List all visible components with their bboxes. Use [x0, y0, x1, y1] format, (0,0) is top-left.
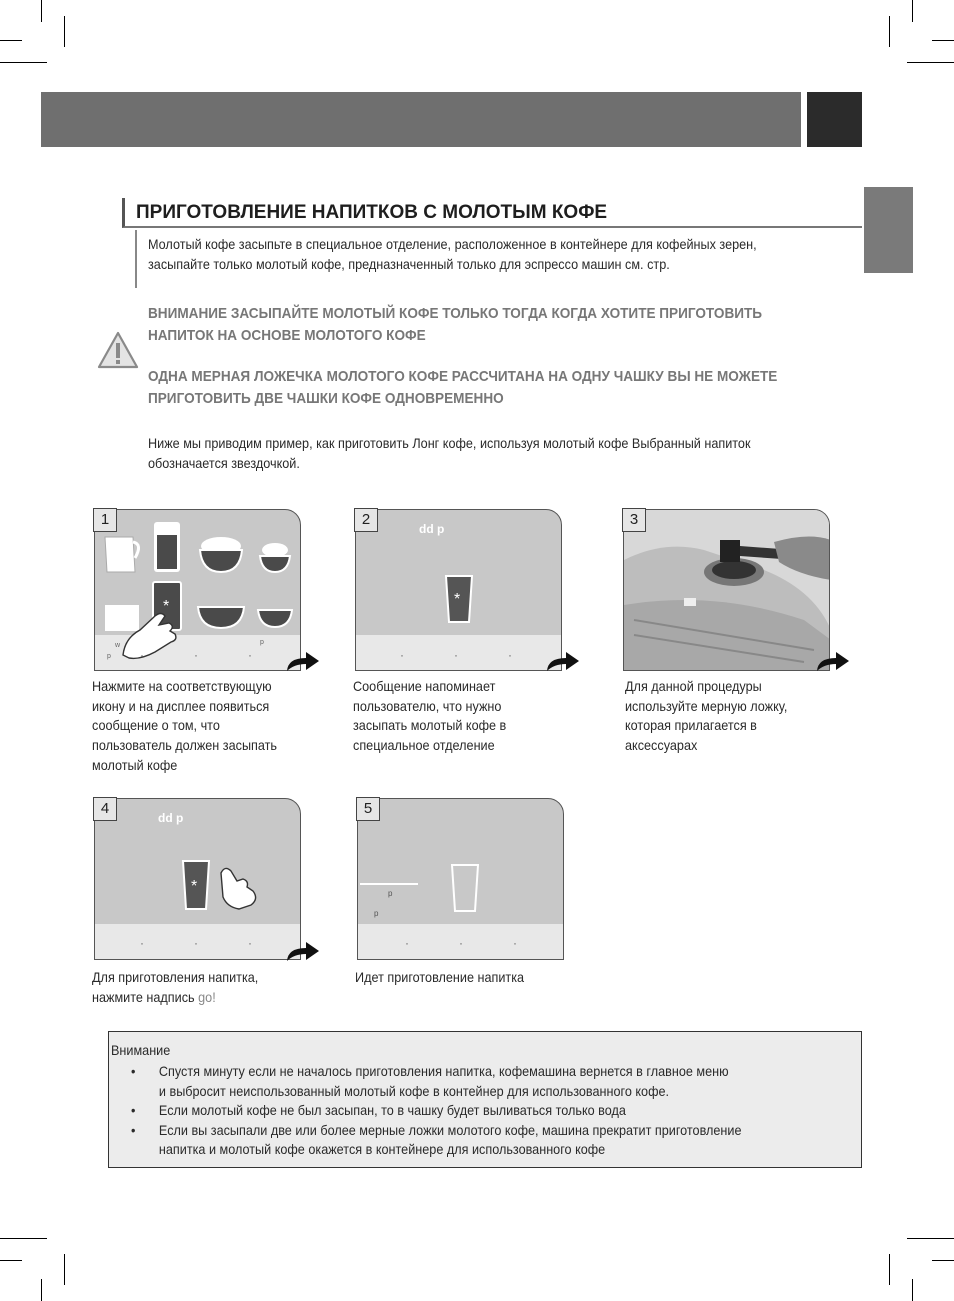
caption-line: засыпать молотый кофе в [353, 718, 507, 734]
step-2-screen [355, 509, 562, 671]
caption-line: молотый кофе [92, 757, 178, 773]
list-item-line: напитка и молотый кофе окажется в контейнере для использованного кофе [158, 1142, 606, 1158]
caption-line: пользователь должен засыпать [92, 738, 278, 754]
crop-mark [932, 1260, 954, 1261]
warning-line: ОДНА МЕРНАЯ ЛОЖЕЧКА МОЛОТОГО КОФЕ РАССЧИТАНА НА ОДНУ ЧАШКУ ВЫ НЕ МОЖЕТЕ [148, 369, 778, 385]
intro-rule [135, 230, 137, 288]
caption-line: Для данной процедуры [625, 679, 762, 694]
caption-line: Сообщение напоминает [353, 679, 496, 694]
crop-mark [64, 1254, 65, 1285]
bullet: • [131, 1122, 136, 1138]
step-3-number: 3 [622, 508, 646, 532]
caption-line: икону и на дисплее появиться [92, 698, 270, 714]
crop-mark [0, 1238, 47, 1239]
cup-with-hand-icon [181, 857, 261, 917]
next-arrow-icon [546, 650, 580, 672]
empty-cup-icon [450, 863, 480, 913]
screen-label: p [374, 909, 379, 918]
next-arrow-icon [816, 650, 850, 672]
progress-bar [360, 883, 418, 885]
list-item [131, 1121, 847, 1160]
warning-2 [148, 366, 827, 410]
screen-dots: · · · [140, 648, 253, 662]
attention-box [108, 1031, 862, 1168]
caption-line: сообщение о том, что [92, 718, 220, 734]
crop-mark [41, 1279, 42, 1301]
crop-mark [64, 16, 65, 47]
attention-title: Внимание [111, 1043, 171, 1058]
header-page-box [807, 92, 862, 147]
go-label: go! [198, 989, 216, 1005]
step-5-caption [355, 968, 524, 988]
caption-line: Для приготовления напитка, [92, 970, 259, 985]
screen-label: p [388, 889, 393, 898]
crop-mark [907, 1238, 954, 1239]
intro-text [148, 235, 799, 275]
caption-line: Идет приготовление напитка [355, 970, 525, 985]
crop-mark [912, 1279, 913, 1301]
caption-line: аксессуарах [625, 738, 698, 754]
step-1-screen [94, 509, 301, 671]
step-4-caption [92, 968, 258, 1007]
crop-mark [907, 62, 954, 63]
screen-label: p [260, 639, 264, 646]
step-3-photo [623, 509, 830, 671]
step-3-caption [625, 677, 787, 756]
screen-label: p [107, 653, 111, 660]
warning-icon [96, 330, 140, 370]
warning-line: ПРИГОТОВИТЬ ДВЕ ЧАШКИ КОФЕ ОДНОВРЕМЕННО [148, 391, 504, 407]
example-text [148, 434, 818, 474]
screen-message: dd p [419, 522, 445, 536]
example-line: обозначается звездочкой. [148, 456, 300, 471]
list-item-line: Если молотый кофе не был засыпан, то в чашку будет выливаться только вода [158, 1103, 626, 1119]
example-line: Ниже мы приводим пример, как приготовить Лонг кофе, используя молотый кофе Выбранный напиток [148, 436, 751, 451]
caption-text: нажмите надпись [92, 989, 199, 1005]
caption-line: специальное отделение [353, 738, 495, 754]
crop-mark [0, 40, 22, 41]
screen-label: w [115, 642, 121, 649]
caption-line: которая прилагается в [625, 718, 757, 734]
drink-icons [95, 510, 301, 671]
screen-dots: · · · [140, 936, 253, 950]
crop-mark [889, 1254, 890, 1285]
step-1-number: 1 [93, 508, 117, 532]
svg-text:*: * [454, 591, 461, 608]
svg-text:*: * [163, 598, 170, 615]
crop-mark [0, 1260, 22, 1261]
step-5-number: 5 [356, 797, 380, 821]
caption-line: Нажмите на соответствующую [92, 679, 272, 694]
screen-message: dd p [158, 811, 184, 825]
screen-dots: · · · [405, 936, 518, 950]
warning-1 [148, 303, 827, 347]
caption-line [92, 988, 258, 1008]
list-item-line: и выбросит неиспользованный молотый кофе в контейнер для использованного кофе. [158, 1083, 670, 1099]
caption-line: используйте мерную ложку, [625, 698, 788, 714]
intro-line: засыпайте только молотый кофе, предназначенный только для эспрессо машин см. стр. [148, 257, 670, 272]
intro-line: Молотый кофе засыпьте в специальное отделение, расположенное в контейнере для кофейных зерен, [148, 237, 757, 252]
caption-line: пользователю, что нужно [353, 698, 502, 714]
section-title: ПРИГОТОВЛЕНИЕ НАПИТКОВ С МОЛОТЫМ КОФЕ [136, 202, 608, 223]
step-1-caption [92, 677, 277, 776]
list-item [131, 1101, 847, 1121]
screen-dots: · · · [400, 648, 513, 662]
next-arrow-icon [286, 940, 320, 962]
step-4-number: 4 [93, 797, 117, 821]
bullet: • [131, 1064, 136, 1079]
section-heading [122, 198, 862, 228]
crop-mark [932, 40, 954, 41]
svg-text:*: * [191, 878, 198, 895]
warning-line: ВНИМАНИЕ ЗАСЫПАЙТЕ МОЛОТЫЙ КОФЕ ТОЛЬКО ТОГДА КОГДА ХОТИТЕ ПРИГОТОВИТЬ [148, 306, 763, 322]
list-item [131, 1062, 847, 1101]
header-bar [41, 92, 801, 147]
warning-line: НАПИТОК НА ОСНОВЕ МОЛОТОГО КОФЕ [148, 328, 426, 344]
crop-mark [0, 62, 47, 63]
crop-mark [912, 0, 913, 22]
cup-icon [444, 574, 474, 624]
crop-mark [889, 16, 890, 47]
attention-list [131, 1062, 851, 1160]
crop-mark [41, 0, 42, 22]
bullet: • [131, 1103, 136, 1119]
list-item-line: Спустя минуту если не началось приготовления напитка, кофемашина вернется в главное меню [158, 1064, 729, 1079]
step-2-number: 2 [354, 508, 378, 532]
language-side-tab [864, 187, 913, 273]
next-arrow-icon [286, 650, 320, 672]
machine-photo [624, 510, 830, 671]
step-2-caption [353, 677, 506, 756]
list-item-line: Если вы засыпали две или более мерные ложки молотого кофе, машина прекратит приготовление [158, 1122, 742, 1138]
